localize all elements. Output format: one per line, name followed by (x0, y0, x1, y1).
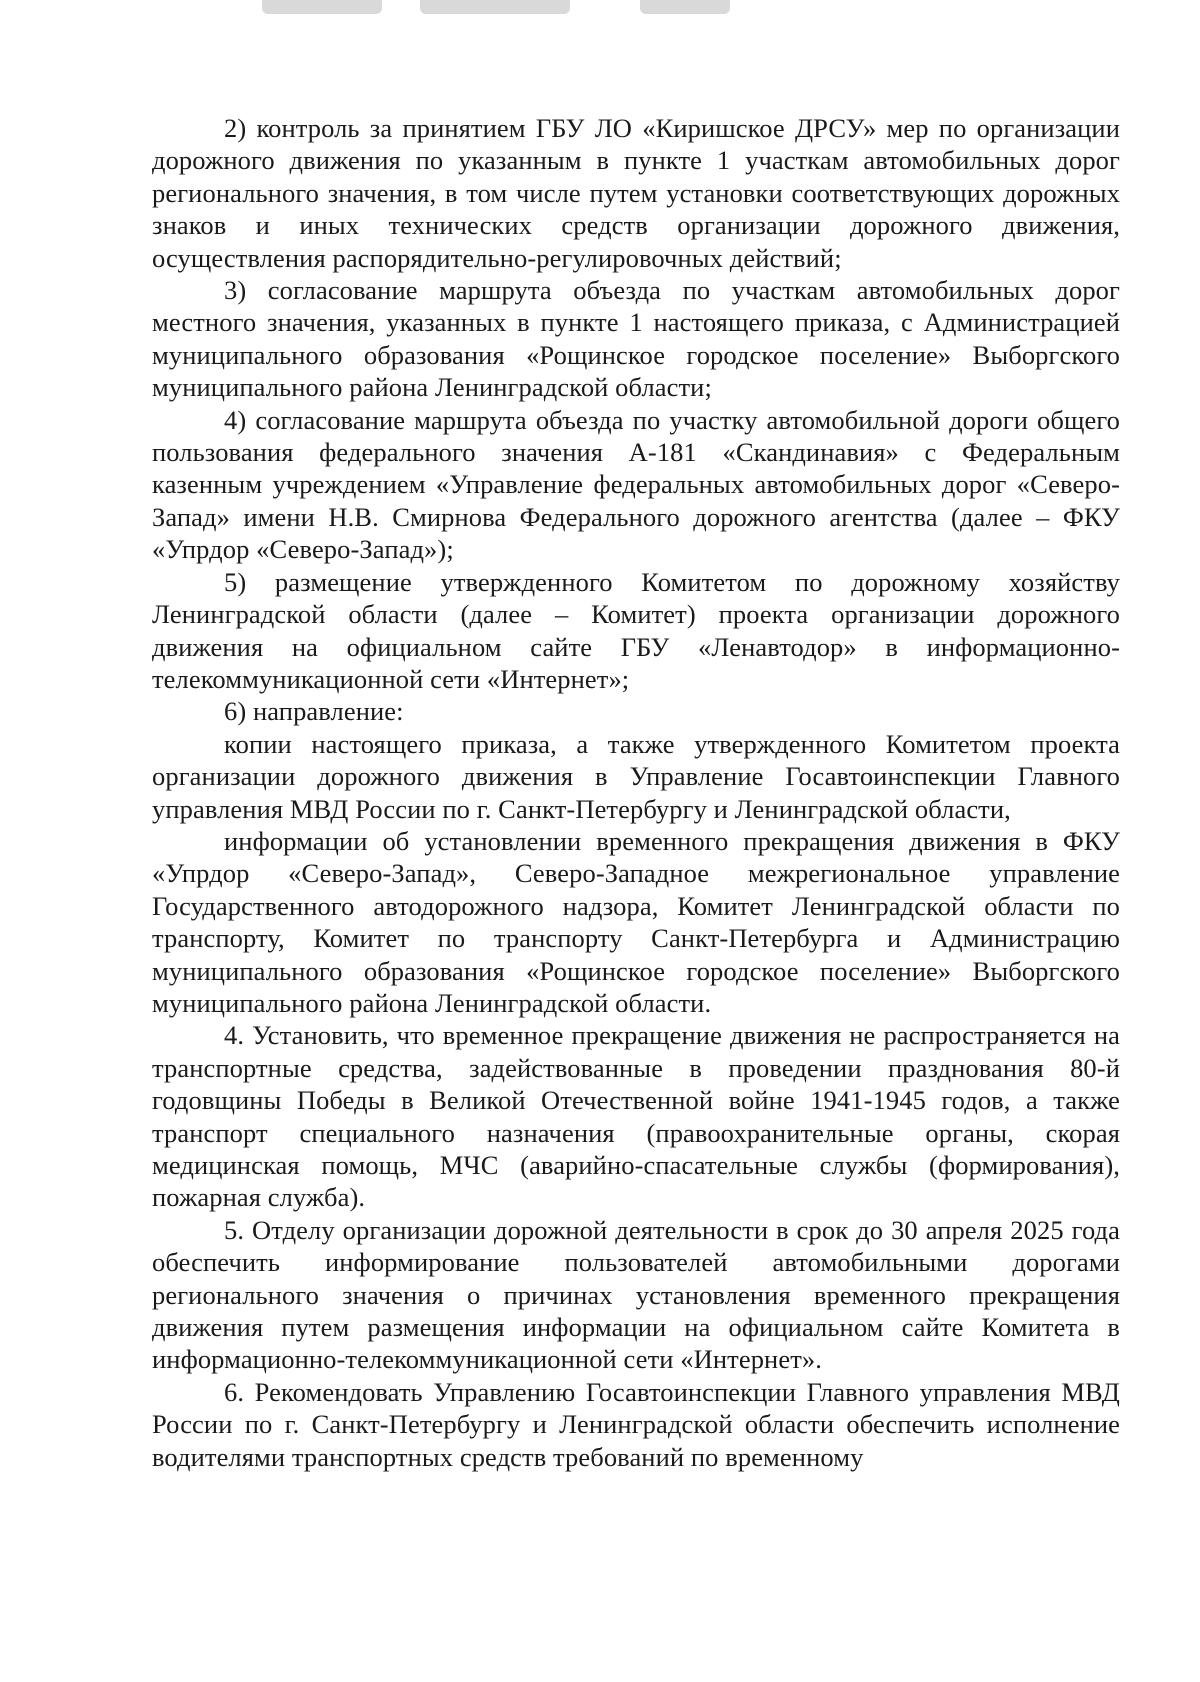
paragraph-clause-4: 4. Установить, что временное прекращение движения не распространяется на транспортные средства, задействованные в проведении празднования 80-й годовщины Победы в Великой Отечественной войне 1941-1945 годов, а также транспорт специального назначения (правоохранительные органы, скорая медицинская помощь, МЧС (аварийно-спасательные службы (формирования), пожарная служба). (152, 1020, 1120, 1213)
paragraph-clause-5: 5. Отделу организации дорожной деятельности в срок до 30 апреля 2025 года обеспечить информирование пользователей автомобильными дорогами регионального значения о причинах установления временного прекращения движения путем размещения информации на официальном сайте Комитета в информационно-телекоммуникационной сети «Интернет». (152, 1214, 1120, 1375)
paragraph-clause-6: 6. Рекомендовать Управлению Госавтоинспекции Главного управления МВД России по г. Санкт-Петербургу и Ленинградской области обеспечить исполнение водителями транспортных средств требований по временному (152, 1376, 1120, 1472)
paragraph-item-2: 2) контроль за принятием ГБУ ЛО «Киришское ДРСУ» мер по организации дорожного движения по указанным в пункте 1 участкам автомобильных дорог регионального значения, в том числе путем установки соответствующих дорожных знаков и иных технических средств организации дорожного движения, осуществления распорядительно-регулировочных действий; (152, 113, 1120, 273)
paragraph-copies: копии настоящего приказа, а также утвержденного Комитетом проекта организации дорожного движения в Управление Госавтоинспекции Главного управления МВД России по г. Санкт-Петербургу и Ленинградской области, (152, 728, 1120, 824)
paragraph-item-3: 3) согласование маршрута объезда по участкам автомобильных дорог местного значения, указанных в пункте 1 настоящего приказа, с Администрацией муниципального образования «Рощинское городское поселение» Выборгского муниципального района Ленинградской области; (152, 275, 1120, 403)
scan-edge-mark (420, 0, 570, 14)
paragraph-information: информации об установлении временного прекращения движения в ФКУ «Упрдор «Северо-Запад», Северо-Западное межрегиональное управление Государственного автодорожного надзора, Комитет Ленинградской области по транспорту, Комитет по транспорту Санкт-Петербурга и Администрацию муниципального образования «Рощинское городское поселение» Выборгского муниципального района Ленинградской области. (152, 825, 1120, 1018)
paragraph-item-6: 6) направление: (224, 696, 404, 727)
scan-edge-mark (262, 0, 382, 14)
paragraph-item-5: 5) размещение утвержденного Комитетом по дорожному хозяйству Ленинградской области (далее – Комитет) проекта организации дорожного движения на официальном сайте ГБУ «Ленавтодор» в информационно-телекоммуникационной сети «Интернет»; (152, 566, 1120, 694)
document-body (152, 112, 1120, 1473)
paragraph-item-4: 4) согласование маршрута объезда по участку автомобильной дороги общего пользования федерального значения А-181 «Скандинавия» с Федеральным казенным учреждением «Управление федеральных автомобильных дорог «Северо-Запад» имени Н.В. Смирнова Федерального дорожного агентства (далее – ФКУ «Упрдор «Северо-Запад»); (152, 404, 1120, 565)
scan-edge-mark (640, 0, 730, 14)
